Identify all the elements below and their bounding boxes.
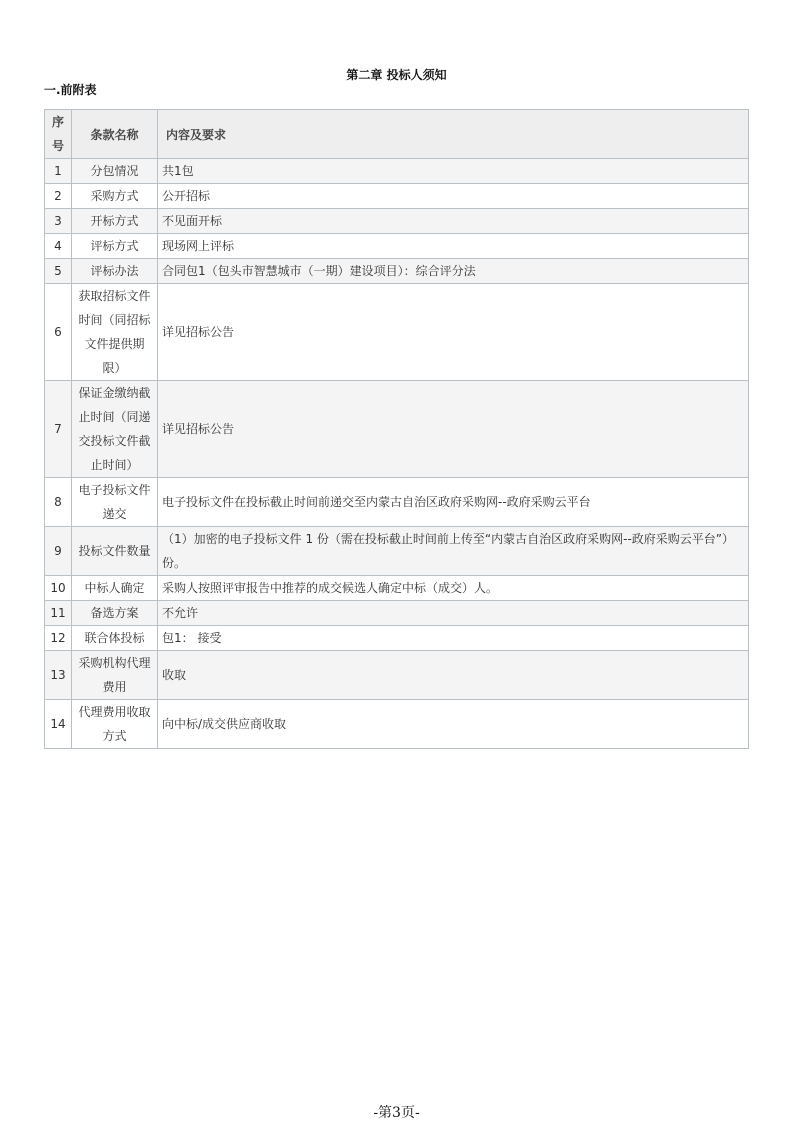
header-no: 序号 [45,110,72,159]
table-row [45,527,749,576]
row-no: 11 [45,601,72,626]
chapter-title: 第二章 投标人须知 [346,68,447,82]
row-no: 9 [45,527,72,576]
row-name: 投标文件数量 [72,527,158,576]
row-content: 共1包 [158,159,749,184]
clause-table [44,109,749,749]
row-name: 代理费用收取方式 [72,700,158,749]
row-name: 联合体投标 [72,626,158,651]
table-header-row [45,110,749,159]
row-no: 1 [45,159,72,184]
row-content: 合同包1（包头市智慧城市（一期）建设项目）：综合评分法 [158,259,749,284]
row-content: 收取 [158,651,749,700]
row-name: 采购机构代理费用 [72,651,158,700]
table-row [45,234,749,259]
row-name: 采购方式 [72,184,158,209]
row-no: 7 [45,381,72,478]
table-row [45,159,749,184]
header-content: 内容及要求 [158,110,749,159]
row-name: 评标方式 [72,234,158,259]
table-row [45,700,749,749]
row-no: 8 [45,478,72,527]
row-content: 详见招标公告 [158,284,749,381]
row-name: 备选方案 [72,601,158,626]
row-no: 6 [45,284,72,381]
table-row [45,576,749,601]
row-content: 详见招标公告 [158,381,749,478]
row-content: 包1： 接受 [158,626,749,651]
row-no: 12 [45,626,72,651]
row-no: 5 [45,259,72,284]
row-no: 14 [45,700,72,749]
row-content: 不见面开标 [158,209,749,234]
table-row [45,184,749,209]
row-name: 电子投标文件递交 [72,478,158,527]
table-row [45,626,749,651]
table-row [45,651,749,700]
table-row [45,381,749,478]
row-content: 公开招标 [158,184,749,209]
table-row [45,209,749,234]
table-row [45,284,749,381]
row-name: 分包情况 [72,159,158,184]
row-content: 不允许 [158,601,749,626]
header-name: 条款名称 [72,110,158,159]
row-name: 获取招标文件时间（同招标文件提供期限） [72,284,158,381]
section-title: 一.前附表 [44,83,97,97]
table-row [45,259,749,284]
page-number: -第3页- [373,1105,420,1121]
row-no: 13 [45,651,72,700]
row-no: 2 [45,184,72,209]
table-row [45,478,749,527]
row-no: 10 [45,576,72,601]
row-content: 采购人按照评审报告中推荐的成交候选人确定中标（成交）人。 [158,576,749,601]
row-content: 电子投标文件在投标截止时间前递交至内蒙古自治区政府采购网--政府采购云平台 [158,478,749,527]
row-name: 开标方式 [72,209,158,234]
row-no: 3 [45,209,72,234]
row-name: 评标办法 [72,259,158,284]
row-no: 4 [45,234,72,259]
row-content: 向中标/成交供应商收取 [158,700,749,749]
row-content: （1）加密的电子投标文件 1 份（需在投标截止时间前上传至“内蒙古自治区政府采购网--政府采购云平台”） 份。 [158,527,749,576]
row-name: 中标人确定 [72,576,158,601]
row-content: 现场网上评标 [158,234,749,259]
row-name: 保证金缴纳截止时间（同递交投标文件截止时间） [72,381,158,478]
table-row [45,601,749,626]
